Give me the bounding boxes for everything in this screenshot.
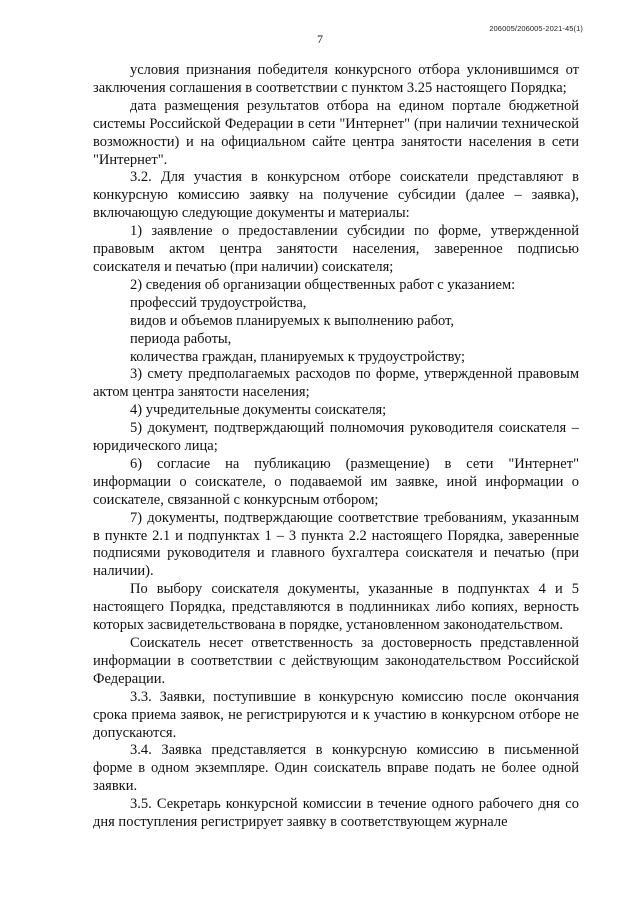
- paragraph: Соискатель несет ответственность за достоверность представленной информации в соответствии с действующим законодательством Российской Федерации.: [93, 635, 579, 687]
- paragraph: 3) смету предполагаемых расходов по форме, утвержденной правовым актом центра занятости населения;: [93, 366, 579, 401]
- paragraph: 5) документ, подтверждающий полномочия руководителя соискателя – юридического лица;: [93, 420, 579, 455]
- paragraph: 3.5. Секретарь конкурсной комиссии в течение одного рабочего дня со дня поступления регистрирует заявку в соответствующем журнале: [93, 796, 579, 831]
- paragraph: профессий трудоустройства,: [130, 294, 307, 311]
- paragraph: видов и объемов планируемых к выполнению работ,: [130, 312, 454, 329]
- paragraph: 1) заявление о предоставлении субсидии по форме, утвержденной правовым актом центра занятости населения, заверенное подписью соискателя и печатью (при наличии) соискателя;: [93, 223, 579, 275]
- document-body: [93, 62, 579, 832]
- paragraph: условия признания победителя конкурсного отбора уклонившимся от заключения соглашения в соответствии с пунктом 3.25 настоящего Порядка;: [93, 62, 579, 96]
- paragraph: 2) сведения об организации общественных работ с указанием:: [130, 276, 516, 293]
- paragraph: 3.2. Для участия в конкурсном отборе соискатели представляют в конкурсную комиссию заявку на получение субсидии (далее – заявка), включающую следующие документы и материалы:: [93, 169, 579, 222]
- paragraph: 7) документы, подтверждающие соответствие требованиям, указанным в пункте 2.1 и подпунктах 1 – 3 пункта 2.2 настоящего Порядка, заверенные подписями руководителя и главного бухгалтера соискателя и печатью (при наличии).: [93, 509, 579, 580]
- paragraph: 6) согласие на публикацию (размещение) в сети "Интернет" информации о соискателе, о подаваемой им заявке, иной информации о соискателе, связанной с конкурсным отбором;: [93, 455, 579, 508]
- paragraph: количества граждан, планируемых к трудоустройству;: [130, 348, 466, 365]
- document-id: 206005/206005-2021-45(1): [489, 24, 583, 33]
- paragraph: 3.4. Заявка представляется в конкурсную комиссию в письменной форме в одном экземпляре. Один соискатель вправе подать не более одной заявки.: [93, 742, 579, 795]
- paragraph: 3.3. Заявки, поступившие в конкурсную комиссию после окончания срока приема заявок, не регистрируются и к участию в конкурсном отборе не допускаются.: [93, 688, 579, 741]
- page-number: 7: [317, 32, 323, 46]
- paragraph: По выбору соискателя документы, указанные в подпунктах 4 и 5 настоящего Порядка, представляются в подлинниках либо копиях, верность которых засвидетельствована в порядке, установленном законодательством.: [93, 581, 579, 634]
- paragraph: периода работы,: [130, 330, 232, 347]
- paragraph: 4) учредительные документы соискателя;: [130, 402, 387, 419]
- paragraph: дата размещения результатов отбора на едином портале бюджетной системы Российской Федерации в сети "Интернет" (при наличии технической возможности) и на официальном сайте центра занятости населения в сети "Интернет".: [93, 97, 579, 168]
